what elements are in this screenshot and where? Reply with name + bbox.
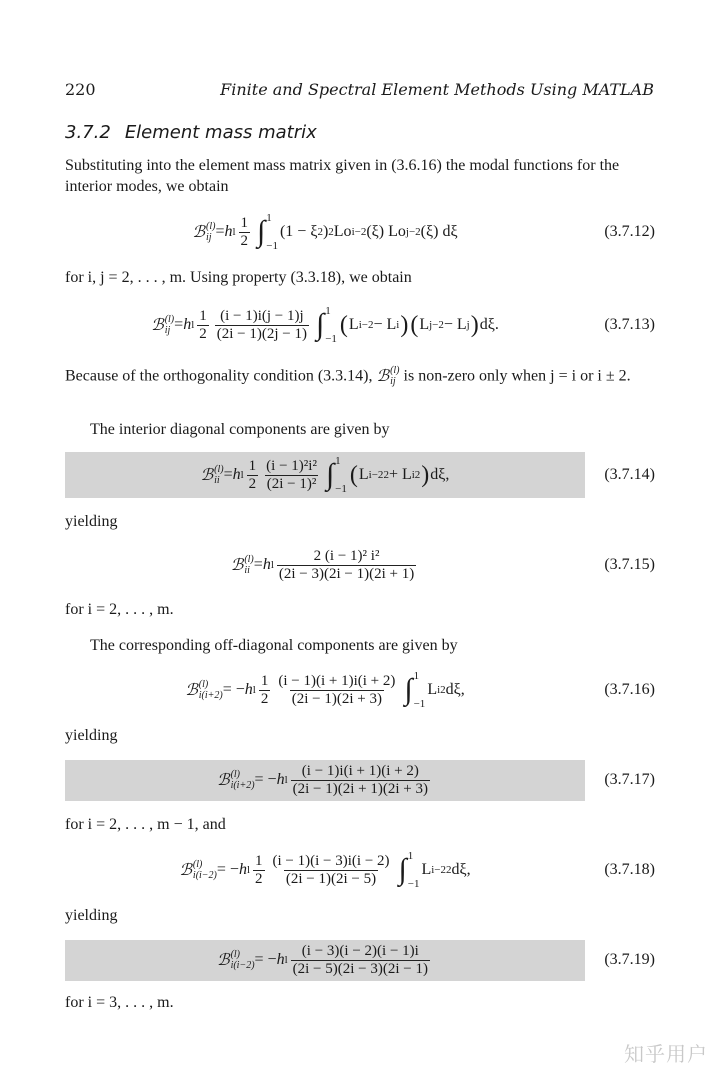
superscript: 2: [414, 469, 421, 481]
symbol-b: ℬ: [230, 557, 244, 574]
subscript: ij: [205, 232, 212, 243]
integral-limits: [335, 455, 347, 495]
integral-limits: [325, 305, 337, 345]
paragraph: Substituting into the element mass matrix given in (3.6.16) the modal functions for the interior modes, we obtain: [65, 157, 620, 195]
equation-body: [65, 452, 585, 498]
equation-number: (3.7.13): [604, 316, 655, 333]
indices: [165, 314, 174, 336]
superscript: (l): [192, 859, 203, 870]
mass-matrix-symbol: [179, 859, 217, 881]
math-text: = −: [254, 951, 277, 968]
equation: [65, 845, 655, 895]
numerator: (i − 1)(i + 1)i(i + 2): [278, 672, 396, 689]
math-text: ): [322, 223, 329, 240]
fraction: [259, 673, 271, 708]
math-text: (ξ) Lo: [366, 223, 406, 240]
integral: [316, 305, 337, 345]
paragraph: yielding: [65, 907, 118, 924]
subscript: l: [246, 864, 250, 876]
mass-matrix-symbol: [201, 464, 224, 486]
equation-number: (3.7.14): [604, 466, 655, 483]
mass-matrix-symbol: [217, 769, 255, 791]
section-heading: [65, 122, 317, 143]
subscript: ij: [390, 376, 396, 387]
math-variable: h: [276, 951, 285, 968]
fraction: [253, 853, 265, 888]
symbol-b: ℬ: [179, 862, 192, 879]
paragraph: The corresponding off-diagonal components are given by: [90, 637, 458, 654]
paragraph: [65, 365, 657, 387]
indices: [214, 464, 223, 486]
subscript: ii: [214, 475, 220, 486]
text: Because of the orthogonality condition (3.3.14),: [65, 367, 377, 385]
mass-matrix-symbol: [185, 679, 223, 701]
math-variable: h: [262, 556, 271, 573]
denominator: (2i − 1)²: [266, 475, 317, 492]
fraction: [264, 458, 319, 493]
subscript: i−2: [358, 319, 374, 331]
numerator: (i − 1)i(j − 1)j: [220, 307, 304, 324]
subscript: l: [284, 774, 288, 786]
equation-number: (3.7.19): [604, 951, 655, 968]
math-text: L: [421, 861, 432, 878]
equation-body: [65, 548, 585, 583]
math-text: =: [215, 223, 225, 240]
math-text: L: [348, 316, 359, 333]
text: is non-zero only when j = i or i ± 2.: [399, 367, 631, 385]
math-text: − L: [443, 316, 467, 333]
math-text: (1 − ξ: [279, 223, 318, 240]
indices: [244, 554, 253, 576]
upper-limit: 1: [266, 212, 272, 224]
lower-limit: −1: [413, 698, 426, 710]
denominator: (2i − 1)(2i + 1)(2i + 3): [292, 780, 428, 797]
subscript: i: [411, 469, 415, 481]
math-text: =: [174, 316, 184, 333]
subscript: l: [191, 319, 195, 331]
denominator: 2: [260, 690, 269, 707]
superscript: 2: [328, 226, 334, 238]
numerator: (i − 3)(i − 2)(i − 1)i: [301, 942, 419, 959]
numerator: (i − 1)(i − 3)i(i − 2): [272, 852, 390, 869]
paragraph: The interior diagonal components are given by: [90, 421, 390, 438]
subscript: l: [270, 559, 274, 571]
math-text: + L: [388, 466, 412, 483]
subscript: j: [466, 319, 470, 331]
equation-body: [65, 670, 585, 710]
superscript: (l): [244, 554, 254, 565]
lower-limit: −1: [407, 878, 420, 890]
integral: [326, 455, 347, 495]
mass-matrix-symbol: [231, 554, 254, 576]
mass-matrix-symbol: [217, 949, 255, 971]
subscript: i(i+2): [230, 780, 255, 791]
inline-symbol: [376, 365, 399, 387]
symbol-b: ℬ: [200, 467, 214, 484]
equation: [65, 935, 655, 985]
subscript: i: [437, 684, 441, 696]
parenthesis: ): [421, 462, 430, 488]
numerator: (i − 1)²i²: [266, 457, 317, 474]
integral-limits: [266, 212, 278, 252]
numerator: (i − 1)i(i + 1)(i + 2): [301, 762, 419, 779]
page-number: 220: [65, 80, 96, 99]
math-text: =: [223, 466, 233, 483]
indices: [206, 221, 215, 243]
integral-sign: ∫: [398, 853, 407, 886]
equation-highlight: [65, 940, 585, 981]
math-text: = −: [254, 771, 277, 788]
upper-limit: 1: [335, 455, 341, 467]
watermark: 知乎用户: [624, 1042, 708, 1066]
indices: [231, 769, 255, 791]
equation-body: [65, 940, 585, 981]
parenthesis: (: [349, 462, 358, 488]
section-number: 3.7.2: [65, 122, 111, 143]
subscript: l: [240, 469, 244, 481]
subscript: ij: [164, 325, 171, 336]
equation: [65, 207, 655, 257]
paragraph: for i = 2, . . . , m − 1, and: [65, 816, 226, 833]
paragraph: for i = 3, . . . , m.: [65, 994, 174, 1011]
math-variable: h: [244, 681, 253, 698]
indices: [193, 859, 217, 881]
math-text: L: [358, 466, 369, 483]
subscript: i: [396, 319, 400, 331]
denominator: 2: [248, 475, 257, 492]
parenthesis: (: [410, 312, 419, 338]
math-variable: h: [183, 316, 192, 333]
subscript: i(i−2): [192, 870, 217, 881]
equation: [65, 540, 655, 590]
fraction: [276, 673, 397, 708]
indices: [231, 949, 255, 971]
equation-body: [65, 850, 585, 890]
equation-body: [65, 760, 585, 801]
mass-matrix-symbol: [151, 314, 174, 336]
math-text: = −: [222, 681, 245, 698]
math-text: Lo: [333, 223, 352, 240]
equation: [65, 665, 655, 715]
symbol-b: ℬ: [216, 772, 230, 789]
lower-limit: −1: [266, 240, 278, 252]
mass-matrix-symbol: [192, 221, 215, 243]
equation-body: [65, 305, 585, 345]
subscript: j−2: [405, 226, 421, 238]
numerator: 2 (i − 1)² i²: [313, 547, 380, 564]
denominator: 2: [255, 870, 263, 887]
numerator: 1: [199, 307, 207, 324]
equation-body: [65, 212, 585, 252]
subscript: l: [252, 684, 256, 696]
superscript: (l): [164, 314, 175, 325]
fraction: [197, 308, 209, 343]
symbol-b: ℬ: [151, 317, 164, 334]
math-text: L: [419, 316, 430, 333]
math-text: (ξ) dξ: [420, 223, 458, 240]
denominator: (2i − 5)(2i − 3)(2i − 1): [292, 960, 428, 977]
upper-limit: 1: [413, 670, 420, 682]
fraction: [215, 308, 309, 343]
symbol-b: ℬ: [376, 367, 390, 385]
superscript: (l): [198, 679, 209, 690]
subscript: i(i+2): [198, 690, 223, 701]
equation-highlight: [65, 760, 585, 801]
integral: [399, 850, 420, 890]
math-text: = −: [216, 861, 239, 878]
numerator: 1: [240, 214, 249, 231]
paragraph: yielding: [65, 727, 118, 744]
math-text: dξ,: [451, 861, 471, 878]
symbol-b: ℬ: [185, 682, 198, 699]
math-text: dξ,: [445, 681, 465, 698]
math-text: dξ.: [479, 316, 499, 333]
section-title: Element mass matrix: [124, 122, 317, 143]
math-variable: h: [232, 466, 241, 483]
math-text: L: [427, 681, 438, 698]
superscript: (l): [230, 769, 241, 780]
math-variable: h: [224, 223, 233, 240]
subscript: ii: [244, 565, 250, 576]
fraction: [247, 458, 259, 493]
equation-number: (3.7.12): [604, 223, 655, 240]
equation-highlight: [65, 452, 585, 498]
equation-number: (3.7.15): [604, 556, 655, 573]
indices: [199, 679, 223, 701]
equation-number: (3.7.17): [604, 771, 655, 788]
superscript: 2: [446, 864, 452, 876]
subscript: i−2: [351, 226, 367, 238]
denominator: (2i − 1)(2i + 3): [291, 690, 382, 707]
subscript: l: [232, 226, 236, 238]
math-text: − L: [373, 316, 397, 333]
running-header-title: Finite and Spectral Element Methods Using MATLAB: [220, 80, 654, 99]
superscript: 2: [317, 226, 323, 238]
fraction: [291, 943, 430, 978]
math-variable: h: [276, 771, 285, 788]
denominator: (2i − 1)(2i − 5): [285, 870, 377, 887]
lower-limit: −1: [335, 483, 347, 495]
parenthesis: ): [400, 312, 409, 338]
paragraph: for i = 2, . . . , m.: [65, 601, 174, 618]
integral-sign: ∫: [257, 215, 266, 248]
math-text: =: [253, 556, 263, 573]
superscript: (l): [205, 221, 216, 232]
paragraph: yielding: [65, 513, 118, 530]
superscript: (l): [214, 464, 224, 475]
upper-limit: 1: [407, 850, 414, 862]
superscript: (l): [230, 949, 241, 960]
superscript: 2: [383, 469, 389, 481]
fraction: [239, 215, 251, 250]
math-variable: h: [238, 861, 247, 878]
math-text: dξ,: [430, 466, 450, 483]
upper-limit: 1: [325, 305, 331, 317]
integral-sign: ∫: [404, 673, 413, 706]
subscript: i−2: [431, 864, 447, 876]
symbol-b: ℬ: [216, 952, 230, 969]
numerator: 1: [248, 457, 257, 474]
symbol-b: ℬ: [192, 224, 205, 241]
numerator: 1: [260, 672, 269, 689]
integral-sign: ∫: [315, 308, 325, 341]
parenthesis: ): [470, 312, 479, 338]
denominator: (2i − 3)(2i − 1)(2i + 1): [278, 565, 415, 582]
equation: [65, 755, 655, 805]
paragraph: for i, j = 2, . . . , m. Using property (3.3.18), we obtain: [65, 269, 412, 286]
denominator: 2: [240, 232, 249, 249]
parenthesis: (: [339, 312, 348, 338]
superscript: (l): [390, 365, 400, 376]
denominator: (2i − 1)(2j − 1): [216, 325, 307, 342]
subscript: i−2: [368, 469, 384, 481]
integral-limits: [408, 850, 420, 890]
integral: [257, 212, 278, 252]
lower-limit: −1: [325, 333, 337, 345]
integral-limits: [414, 670, 426, 710]
subscript: i(i−2): [230, 960, 255, 971]
subscript: j−2: [429, 319, 444, 331]
fraction: [291, 763, 430, 798]
integral: [404, 670, 425, 710]
equation: [65, 450, 655, 500]
equation-number: (3.7.16): [604, 681, 655, 698]
fraction: [271, 853, 392, 888]
subscript: l: [284, 954, 288, 966]
fraction: [277, 548, 416, 583]
equation: [65, 300, 655, 350]
numerator: 1: [255, 852, 263, 869]
superscript: 2: [440, 684, 446, 696]
equation-number: (3.7.18): [604, 861, 655, 878]
denominator: 2: [199, 325, 207, 342]
integral-sign: ∫: [325, 458, 335, 491]
